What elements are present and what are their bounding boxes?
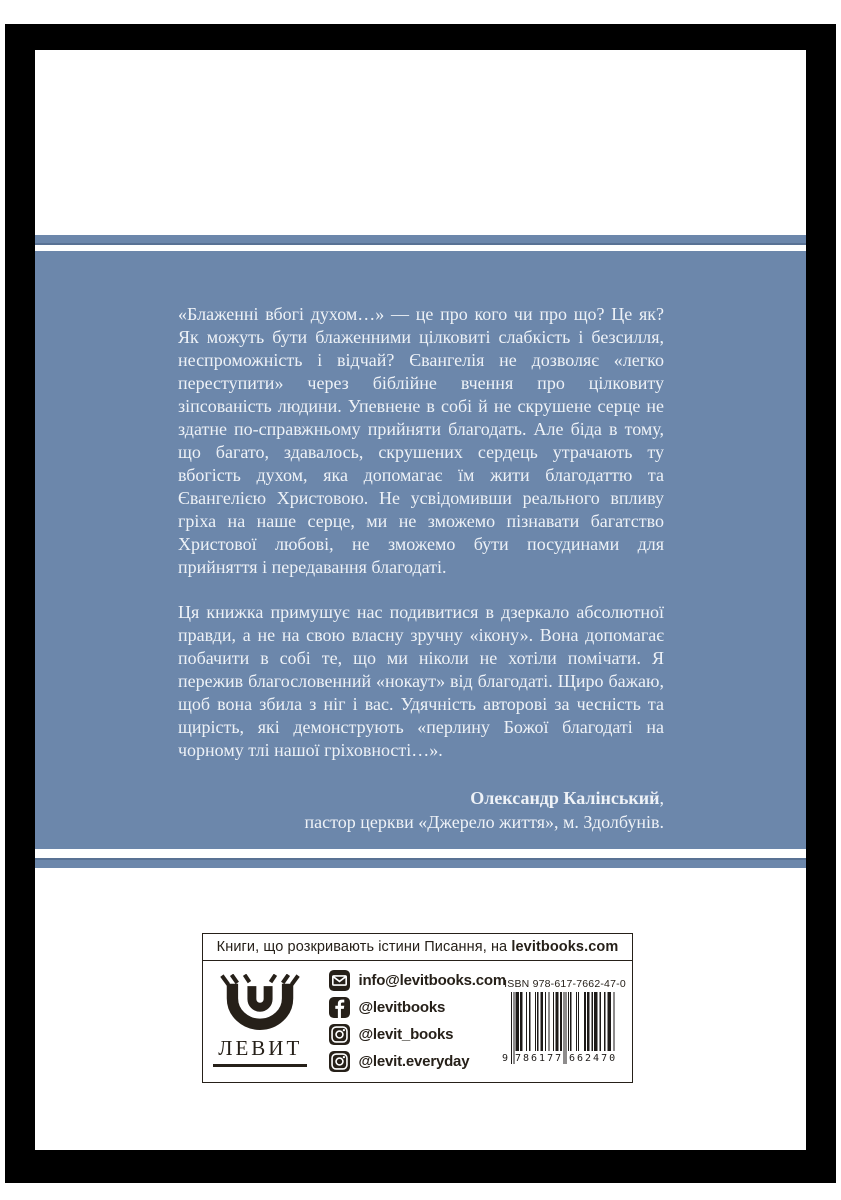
- levit-logo: [213, 974, 307, 1067]
- isbn-label: ISBN 978-617-7662-47-0: [504, 977, 626, 990]
- endorsement-paragraph-1: «Блаженні вбогі духом…» — це про кого чи про що? Це як? Як можуть бути блаженними цілковиті слабкість і безсилля, неспроможність і відчай? Євангелія не дозволяє «легко переступити» через біблійне вчення про цілковиту зіпсованість людини. Упевнене в собі й не скрушене серце не здатне по-справжньому прийняти благодать. Але біда в тому, що багато, здавалось, скрушених сердець утрачають ту вбогість духом, яка допомагає їм жити благодаттю та Євангелією Христовою. Не усвідомивши реального впливу гріха на наше серце, ми не зможемо пізнавати багатство Христової любові, не зможемо бути посудинами для прийняття і передавання благодаті.: [178, 304, 664, 577]
- contact-label-instagram-books: @levit_books: [358, 1025, 454, 1043]
- contact-row-facebook: [329, 996, 506, 1018]
- barcode-right-digits: 662470: [569, 1052, 618, 1064]
- facebook-icon: [329, 997, 350, 1018]
- isbn-barcode-block: [501, 977, 626, 1064]
- publisher-contacts: [307, 969, 506, 1072]
- endorser-name-comma: ,: [659, 788, 664, 808]
- publisher-website: levitbooks.com: [511, 939, 619, 955]
- publisher-box: [202, 933, 633, 1083]
- levit-logo-text: ЛЕВИТ: [218, 1036, 303, 1060]
- contact-label-facebook: @levitbooks: [358, 998, 446, 1016]
- levit-logo-icon: [217, 974, 303, 1034]
- publisher-box-body: [203, 961, 632, 1080]
- contact-row-email: [329, 969, 506, 991]
- instagram-icon: [329, 1024, 350, 1045]
- ean13-barcode: [501, 992, 619, 1064]
- endorsement-band: [35, 251, 806, 849]
- email-icon: [329, 970, 350, 991]
- cover-page: [35, 50, 806, 1150]
- endorser-name-line: [178, 786, 664, 810]
- endorsement-paragraph-2: Ця книжка примушує нас подивитися в дзеркало абсолютної правди, а не на свою власну зручну «ікону». Вона допомагає побачити в собі те, що ми ніколи не хотіли помічати. Я пережив благословенний «нокаут» від благодаті. Щиро бажаю, щоб вона збила з ніг і вас. Удячність авторові за чесність та щирість, які демонструють «перлину Божої благодаті на чорному тлі нашої гріховності…».: [178, 602, 664, 760]
- publisher-tagline: [203, 934, 632, 961]
- contact-label-email: info@levitbooks.com: [358, 971, 506, 989]
- barcode-left-digits: 786177: [515, 1052, 564, 1064]
- contact-row-instagram-everyday: [329, 1050, 506, 1072]
- endorser-role: пастор церкви «Джерело життя», м. Здолбунів.: [304, 812, 664, 832]
- publisher-tagline-text: Книги, що розкривають істини Писання, на: [216, 939, 512, 955]
- contact-row-instagram-books: [329, 1023, 506, 1045]
- barcode-lead-digit: 9: [501, 1052, 509, 1064]
- contact-label-instagram-everyday: @levit.everyday: [358, 1052, 470, 1070]
- instagram-icon: [329, 1051, 350, 1072]
- levit-logo-underline: [213, 1064, 307, 1067]
- divider-stripe-bottom: [35, 858, 806, 868]
- divider-stripe-top: [35, 235, 806, 245]
- endorsement-attribution: [178, 786, 664, 834]
- endorser-name: Олександр Калінський: [470, 788, 660, 808]
